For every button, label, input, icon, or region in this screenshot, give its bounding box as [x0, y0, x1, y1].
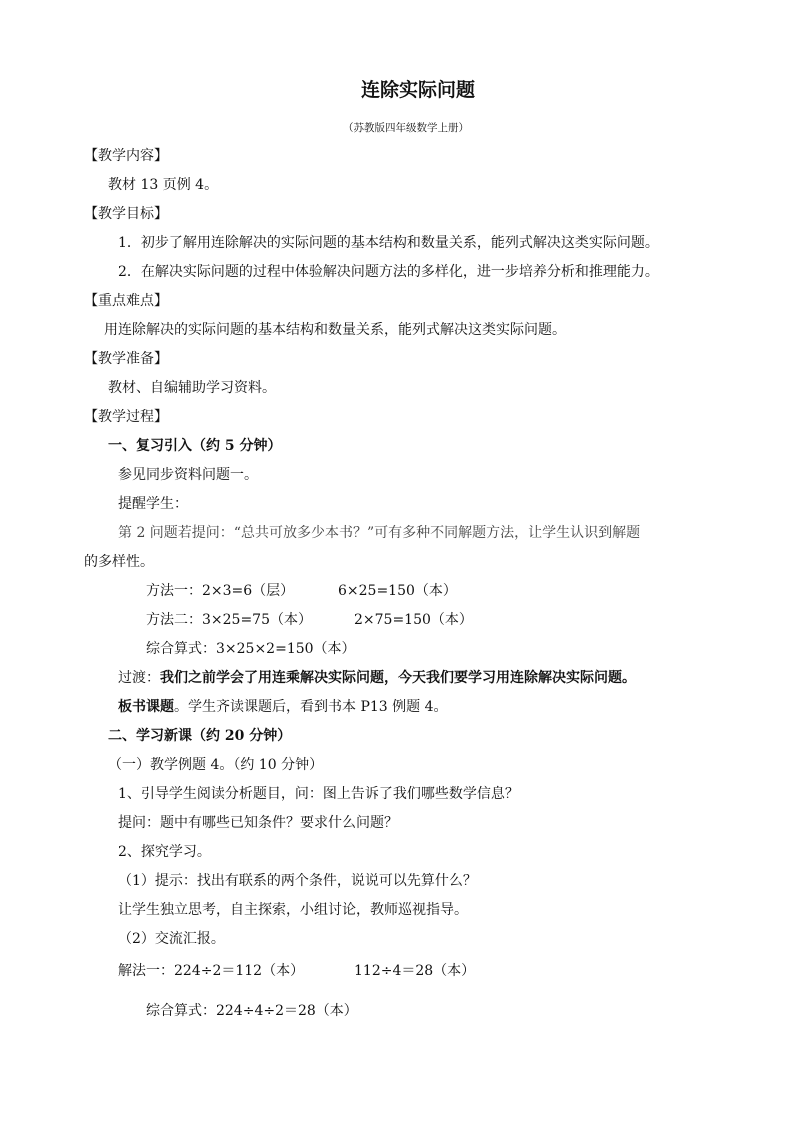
transition-text: 我们之前学会了用连乘解决实际问题，今天我们要学习用连除解决实际问题。: [160, 670, 636, 686]
goal-2: 2．在解决实际问题的过程中体验解决问题方法的多样化，进一步培养分析和推理能力。: [118, 264, 659, 280]
keypoints-text: 用连除解决的实际问题的基本结构和数量关系，能列式解决这类实际问题。: [104, 322, 566, 338]
step-1-question: 提问：题中有哪些已知条件？要求什么问题？: [118, 815, 398, 831]
content-text: 教材 13 页例 4。: [108, 177, 219, 193]
part1-line3b: 的多样性。: [84, 554, 154, 570]
step-2: 2、探究学习。: [118, 844, 211, 860]
method-1-step1: 方法一：2×3=6（层）: [146, 583, 295, 599]
transition-line: [118, 669, 636, 687]
content-heading: 【教学内容】: [84, 148, 168, 164]
process-heading: 【教学过程】: [84, 409, 168, 425]
step-2-1b: 让学生独立思考，自主探索，小组讨论，教师巡视指导。: [118, 902, 468, 918]
method-2-step1: 方法二：3×25=75（本）: [146, 612, 312, 628]
sub1-heading: （一）教学例题 4。（约 10 分钟）: [108, 757, 324, 773]
board-line: [118, 698, 448, 716]
part1-line3a: 第 2 问题若提问：“总共可放多少本书？”可有多种不同解题方法，让学生认识到解题: [118, 525, 641, 541]
step-2-1: （1）提示：找出有联系的两个条件，说说可以先算什么？: [118, 873, 477, 889]
method-2-step2: 2×75=150（本）: [354, 612, 473, 628]
goals-heading: 【教学目标】: [84, 206, 168, 222]
document-title: 连除实际问题: [361, 79, 476, 101]
board-label: 板书课题: [118, 699, 174, 715]
document-subtitle: （苏教版四年级数学上册）: [343, 122, 469, 134]
solution-1-step2: 112÷4＝28（本）: [354, 963, 476, 979]
board-text: 。学生齐读课题后，看到书本 P13 例题 4。: [174, 699, 448, 715]
combined-formula-1: 综合算式：3×25×2=150（本）: [146, 641, 356, 657]
prep-heading: 【教学准备】: [84, 351, 168, 367]
transition-label: 过渡：: [118, 670, 160, 686]
part1-heading: 一、复习引入（约 5 分钟）: [108, 438, 282, 454]
part1-line2: 提醒学生：: [118, 496, 188, 512]
solution-1-step1: 解法一：224÷2＝112（本）: [118, 963, 305, 979]
part2-heading: 二、学习新课（约 20 分钟）: [108, 728, 292, 744]
step-1: 1、引导学生阅读分析题目，问：图上告诉了我们哪些数学信息？: [118, 786, 519, 802]
keypoints-heading: 【重点难点】: [84, 293, 168, 309]
combined-formula-2: 综合算式：224÷4÷2＝28（本）: [146, 1003, 358, 1019]
prep-text: 教材、自编辅助学习资料。: [108, 380, 276, 396]
goal-1: 1．初步了解用连除解决的实际问题的基本结构和数量关系，能列式解决这类实际问题。: [118, 235, 659, 251]
method-1-step2: 6×25=150（本）: [338, 583, 457, 599]
step-2-2: （2）交流汇报。: [118, 931, 225, 947]
part1-line1: 参见同步资料问题一。: [118, 467, 258, 483]
